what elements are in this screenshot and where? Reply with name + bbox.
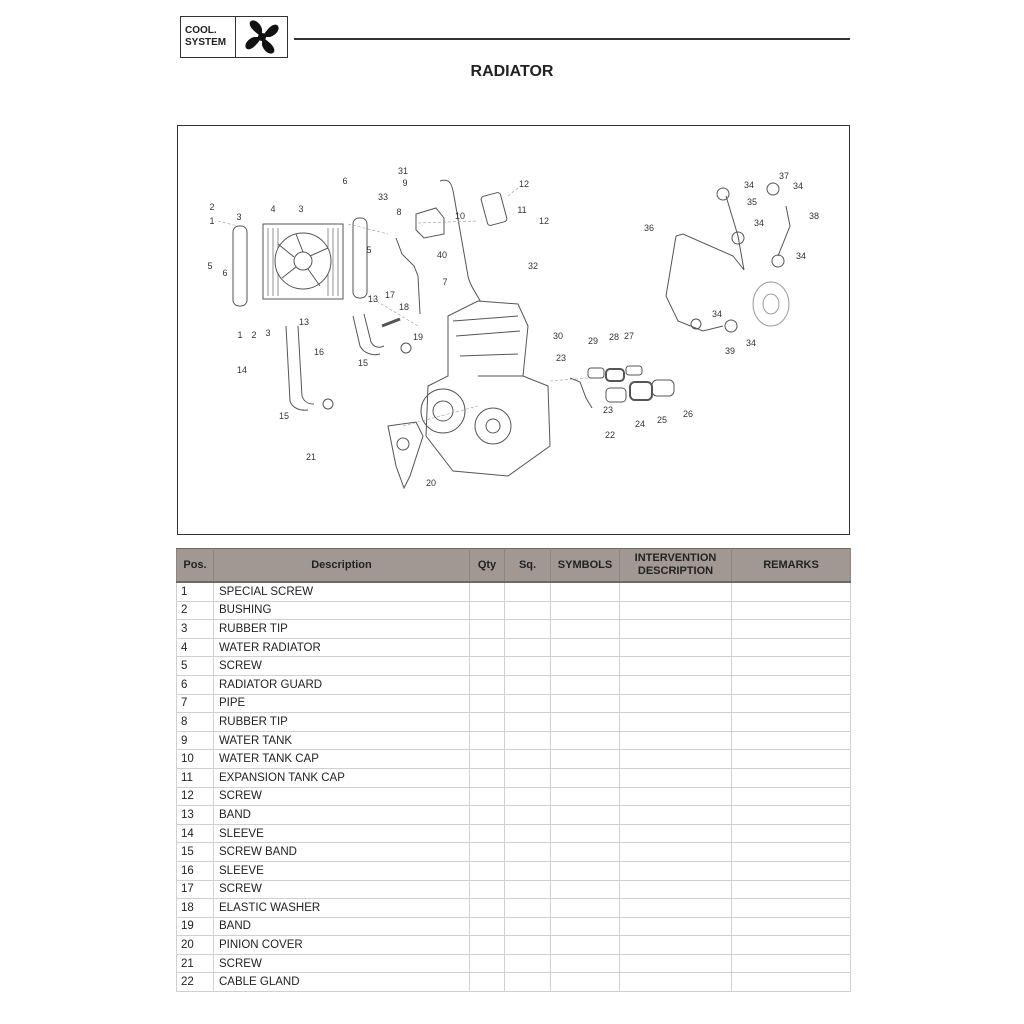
callout-number: 14 [236,365,248,375]
callout-number: 3 [236,212,242,222]
cell-pos: 4 [177,638,214,657]
callout-number: 34 [795,251,807,261]
cell-qty [470,824,505,843]
cell-description: WATER TANK CAP [214,750,470,769]
cell-remarks [732,899,851,918]
table-row [177,787,851,806]
callout-number: 5 [366,245,372,255]
cell-intervention [620,973,732,992]
callout-number: 6 [222,268,228,278]
callout-number: 30 [552,331,564,341]
callout-number: 23 [555,353,567,363]
cell-remarks [732,601,851,620]
callout-number: 6 [342,176,348,186]
callout-number: 21 [305,452,317,462]
cell-pos: 13 [177,806,214,825]
callout-number: 35 [746,197,758,207]
callout-number: 19 [412,332,424,342]
cell-symbols [551,936,620,955]
cell-sq [505,824,551,843]
table-row [177,675,851,694]
cell-remarks [732,657,851,676]
cell-sq [505,954,551,973]
cell-symbols [551,582,620,601]
table-row [177,582,851,601]
cell-qty [470,750,505,769]
callout-number: 13 [367,294,379,304]
cell-pos: 15 [177,843,214,862]
cell-symbols [551,713,620,732]
cell-remarks [732,694,851,713]
callout-number: 32 [527,261,539,271]
cell-remarks [732,936,851,955]
cell-intervention [620,657,732,676]
table-row [177,601,851,620]
cell-qty [470,861,505,880]
callout-number: 9 [402,178,408,188]
cell-qty [470,880,505,899]
cell-qty [470,601,505,620]
cell-symbols [551,620,620,639]
cell-pos: 5 [177,657,214,676]
callout-number: 4 [270,204,276,214]
cell-remarks [732,973,851,992]
cell-pos: 6 [177,675,214,694]
callout-number: 2 [209,202,215,212]
table-row [177,694,851,713]
table-row [177,824,851,843]
cell-qty [470,713,505,732]
table-row [177,843,851,862]
cell-sq [505,601,551,620]
cell-pos: 18 [177,899,214,918]
cell-symbols [551,731,620,750]
cell-intervention [620,861,732,880]
fan-icon [236,17,287,57]
callout-number: 3 [298,204,304,214]
callout-number: 12 [538,216,550,226]
cell-remarks [732,675,851,694]
callout-number: 24 [634,419,646,429]
table-row [177,917,851,936]
column-header-sq: Sq. [505,549,551,583]
cell-sq [505,936,551,955]
cell-sq [505,787,551,806]
cell-intervention [620,582,732,601]
cell-intervention [620,675,732,694]
cell-sq [505,843,551,862]
page-title: RADIATOR [470,63,554,80]
callout-number: 7 [442,277,448,287]
cell-qty [470,954,505,973]
cell-sq [505,917,551,936]
cell-intervention [620,936,732,955]
cell-sq [505,861,551,880]
cell-sq [505,973,551,992]
cell-qty [470,582,505,601]
cell-intervention [620,917,732,936]
callout-number: 12 [518,179,530,189]
cell-remarks [732,582,851,601]
table-row [177,713,851,732]
cell-symbols [551,973,620,992]
callout-number: 10 [454,211,466,221]
callout-number: 15 [278,411,290,421]
callout-number: 38 [808,211,820,221]
table-row [177,750,851,769]
callout-number: 36 [643,223,655,233]
table-row [177,954,851,973]
cell-pos: 3 [177,620,214,639]
cell-sq [505,768,551,787]
cell-symbols [551,917,620,936]
cell-remarks [732,731,851,750]
cell-remarks [732,638,851,657]
section-label-line1: COOL. [185,25,217,36]
cell-qty [470,806,505,825]
cell-remarks [732,824,851,843]
cell-symbols [551,694,620,713]
cell-sq [505,899,551,918]
callout-number: 34 [792,181,804,191]
cell-pos: 1 [177,582,214,601]
cell-symbols [551,601,620,620]
section-label-line2: SYSTEM [185,37,227,48]
cell-symbols [551,787,620,806]
column-header-pos: Pos. [177,549,214,583]
callout-number: 34 [753,218,765,228]
cell-description: WATER RADIATOR [214,638,470,657]
cell-sq [505,713,551,732]
callout-number: 8 [396,207,402,217]
cell-pos: 2 [177,601,214,620]
cell-qty [470,694,505,713]
callout-number: 25 [656,415,668,425]
cell-sq [505,675,551,694]
cell-description: ELASTIC WASHER [214,899,470,918]
cell-intervention [620,731,732,750]
cell-qty [470,899,505,918]
column-header-remarks: REMARKS [732,549,851,583]
cell-qty [470,787,505,806]
callout-number: 15 [357,358,369,368]
cell-remarks [732,861,851,880]
callout-number: 23 [602,405,614,415]
section-badge [180,16,288,58]
cell-pos: 7 [177,694,214,713]
cell-description: WATER TANK [214,731,470,750]
cell-qty [470,973,505,992]
cell-qty [470,768,505,787]
cell-description: SCREW [214,657,470,676]
table-header-row [177,549,851,583]
column-header-symbols: SYMBOLS [551,549,620,583]
callout-number: 11 [517,205,527,215]
cell-symbols [551,675,620,694]
cell-symbols [551,954,620,973]
cell-intervention [620,601,732,620]
cell-remarks [732,750,851,769]
cell-intervention [620,694,732,713]
cell-remarks [732,843,851,862]
callout-number: 3 [265,328,271,338]
cell-pos: 9 [177,731,214,750]
cell-intervention [620,954,732,973]
cell-qty [470,731,505,750]
cell-description: RUBBER TIP [214,713,470,732]
cell-description: PINION COVER [214,936,470,955]
header-rule [294,38,850,40]
cell-symbols [551,806,620,825]
cell-symbols [551,843,620,862]
cell-description: SCREW [214,954,470,973]
cell-sq [505,694,551,713]
cell-qty [470,657,505,676]
callout-number: 33 [377,192,389,202]
cell-symbols [551,657,620,676]
cell-intervention [620,880,732,899]
table-row [177,899,851,918]
cell-pos: 12 [177,787,214,806]
callout-number: 37 [778,171,790,181]
cell-symbols [551,899,620,918]
callout-number: 34 [743,180,755,190]
cell-qty [470,620,505,639]
cell-pos: 10 [177,750,214,769]
table-row [177,936,851,955]
cell-sq [505,657,551,676]
cell-description: BAND [214,806,470,825]
cell-intervention [620,713,732,732]
callout-number: 1 [209,216,215,226]
cell-intervention [620,638,732,657]
cell-pos: 21 [177,954,214,973]
cell-remarks [732,620,851,639]
table-row [177,657,851,676]
table-row [177,861,851,880]
column-header-intervention: INTERVENTION DESCRIPTION [620,549,732,583]
cell-intervention [620,899,732,918]
cell-description: SCREW [214,880,470,899]
cell-symbols [551,861,620,880]
cell-pos: 8 [177,713,214,732]
exploded-parts-diagram [177,125,850,535]
cell-description: SLEEVE [214,861,470,880]
cell-intervention [620,787,732,806]
callout-number: 13 [298,317,310,327]
cell-qty [470,936,505,955]
cell-pos: 19 [177,917,214,936]
cell-description: BAND [214,917,470,936]
cell-sq [505,750,551,769]
cell-pos: 16 [177,861,214,880]
cell-description: CABLE GLAND [214,973,470,992]
cell-symbols [551,824,620,843]
callout-number: 31 [397,166,409,176]
column-header-qty: Qty [470,549,505,583]
callout-number: 39 [724,346,736,356]
cell-symbols [551,880,620,899]
cell-pos: 20 [177,936,214,955]
cell-pos: 17 [177,880,214,899]
cell-description: PIPE [214,694,470,713]
callout-number: 22 [604,430,616,440]
cell-remarks [732,806,851,825]
callout-number: 34 [711,309,723,319]
cell-symbols [551,638,620,657]
cell-symbols [551,768,620,787]
cell-remarks [732,917,851,936]
cell-intervention [620,768,732,787]
table-row [177,620,851,639]
table-row [177,638,851,657]
callout-number: 18 [398,302,410,312]
table-row [177,806,851,825]
cell-remarks [732,954,851,973]
cell-remarks [732,787,851,806]
cell-qty [470,638,505,657]
cell-pos: 14 [177,824,214,843]
cell-sq [505,620,551,639]
cell-intervention [620,750,732,769]
cell-intervention [620,824,732,843]
callout-number: 5 [207,261,213,271]
cell-intervention [620,620,732,639]
cell-sq [505,638,551,657]
cell-sq [505,731,551,750]
cell-symbols [551,750,620,769]
cell-sq [505,806,551,825]
cell-qty [470,843,505,862]
cell-description: SCREW BAND [214,843,470,862]
column-header-description: Description [214,549,470,583]
cell-qty [470,675,505,694]
table-row [177,731,851,750]
callout-number: 1 [237,330,243,340]
callout-number: 20 [425,478,437,488]
callout-number: 34 [745,338,757,348]
callout-number: 17 [384,290,396,300]
callout-number: 28 [608,332,620,342]
cell-description: SPECIAL SCREW [214,582,470,601]
table-body [177,582,851,992]
cell-intervention [620,843,732,862]
table-row [177,880,851,899]
section-label [181,17,236,57]
cell-qty [470,917,505,936]
cell-remarks [732,880,851,899]
callout-number: 29 [587,336,599,346]
callout-number: 26 [682,409,694,419]
cell-sq [505,880,551,899]
cell-description: RUBBER TIP [214,620,470,639]
cell-description: EXPANSION TANK CAP [214,768,470,787]
cell-intervention [620,806,732,825]
cell-remarks [732,768,851,787]
parts-table [176,548,851,992]
cell-pos: 22 [177,973,214,992]
callout-number: 2 [251,330,257,340]
cell-description: SLEEVE [214,824,470,843]
table-row [177,973,851,992]
callout-number: 16 [313,347,325,357]
cell-description: RADIATOR GUARD [214,675,470,694]
callout-number: 40 [436,250,448,260]
cell-description: SCREW [214,787,470,806]
cell-description: BUSHING [214,601,470,620]
cell-remarks [732,713,851,732]
cell-sq [505,582,551,601]
table-row [177,768,851,787]
callout-number: 27 [623,331,635,341]
cell-pos: 11 [177,768,214,787]
